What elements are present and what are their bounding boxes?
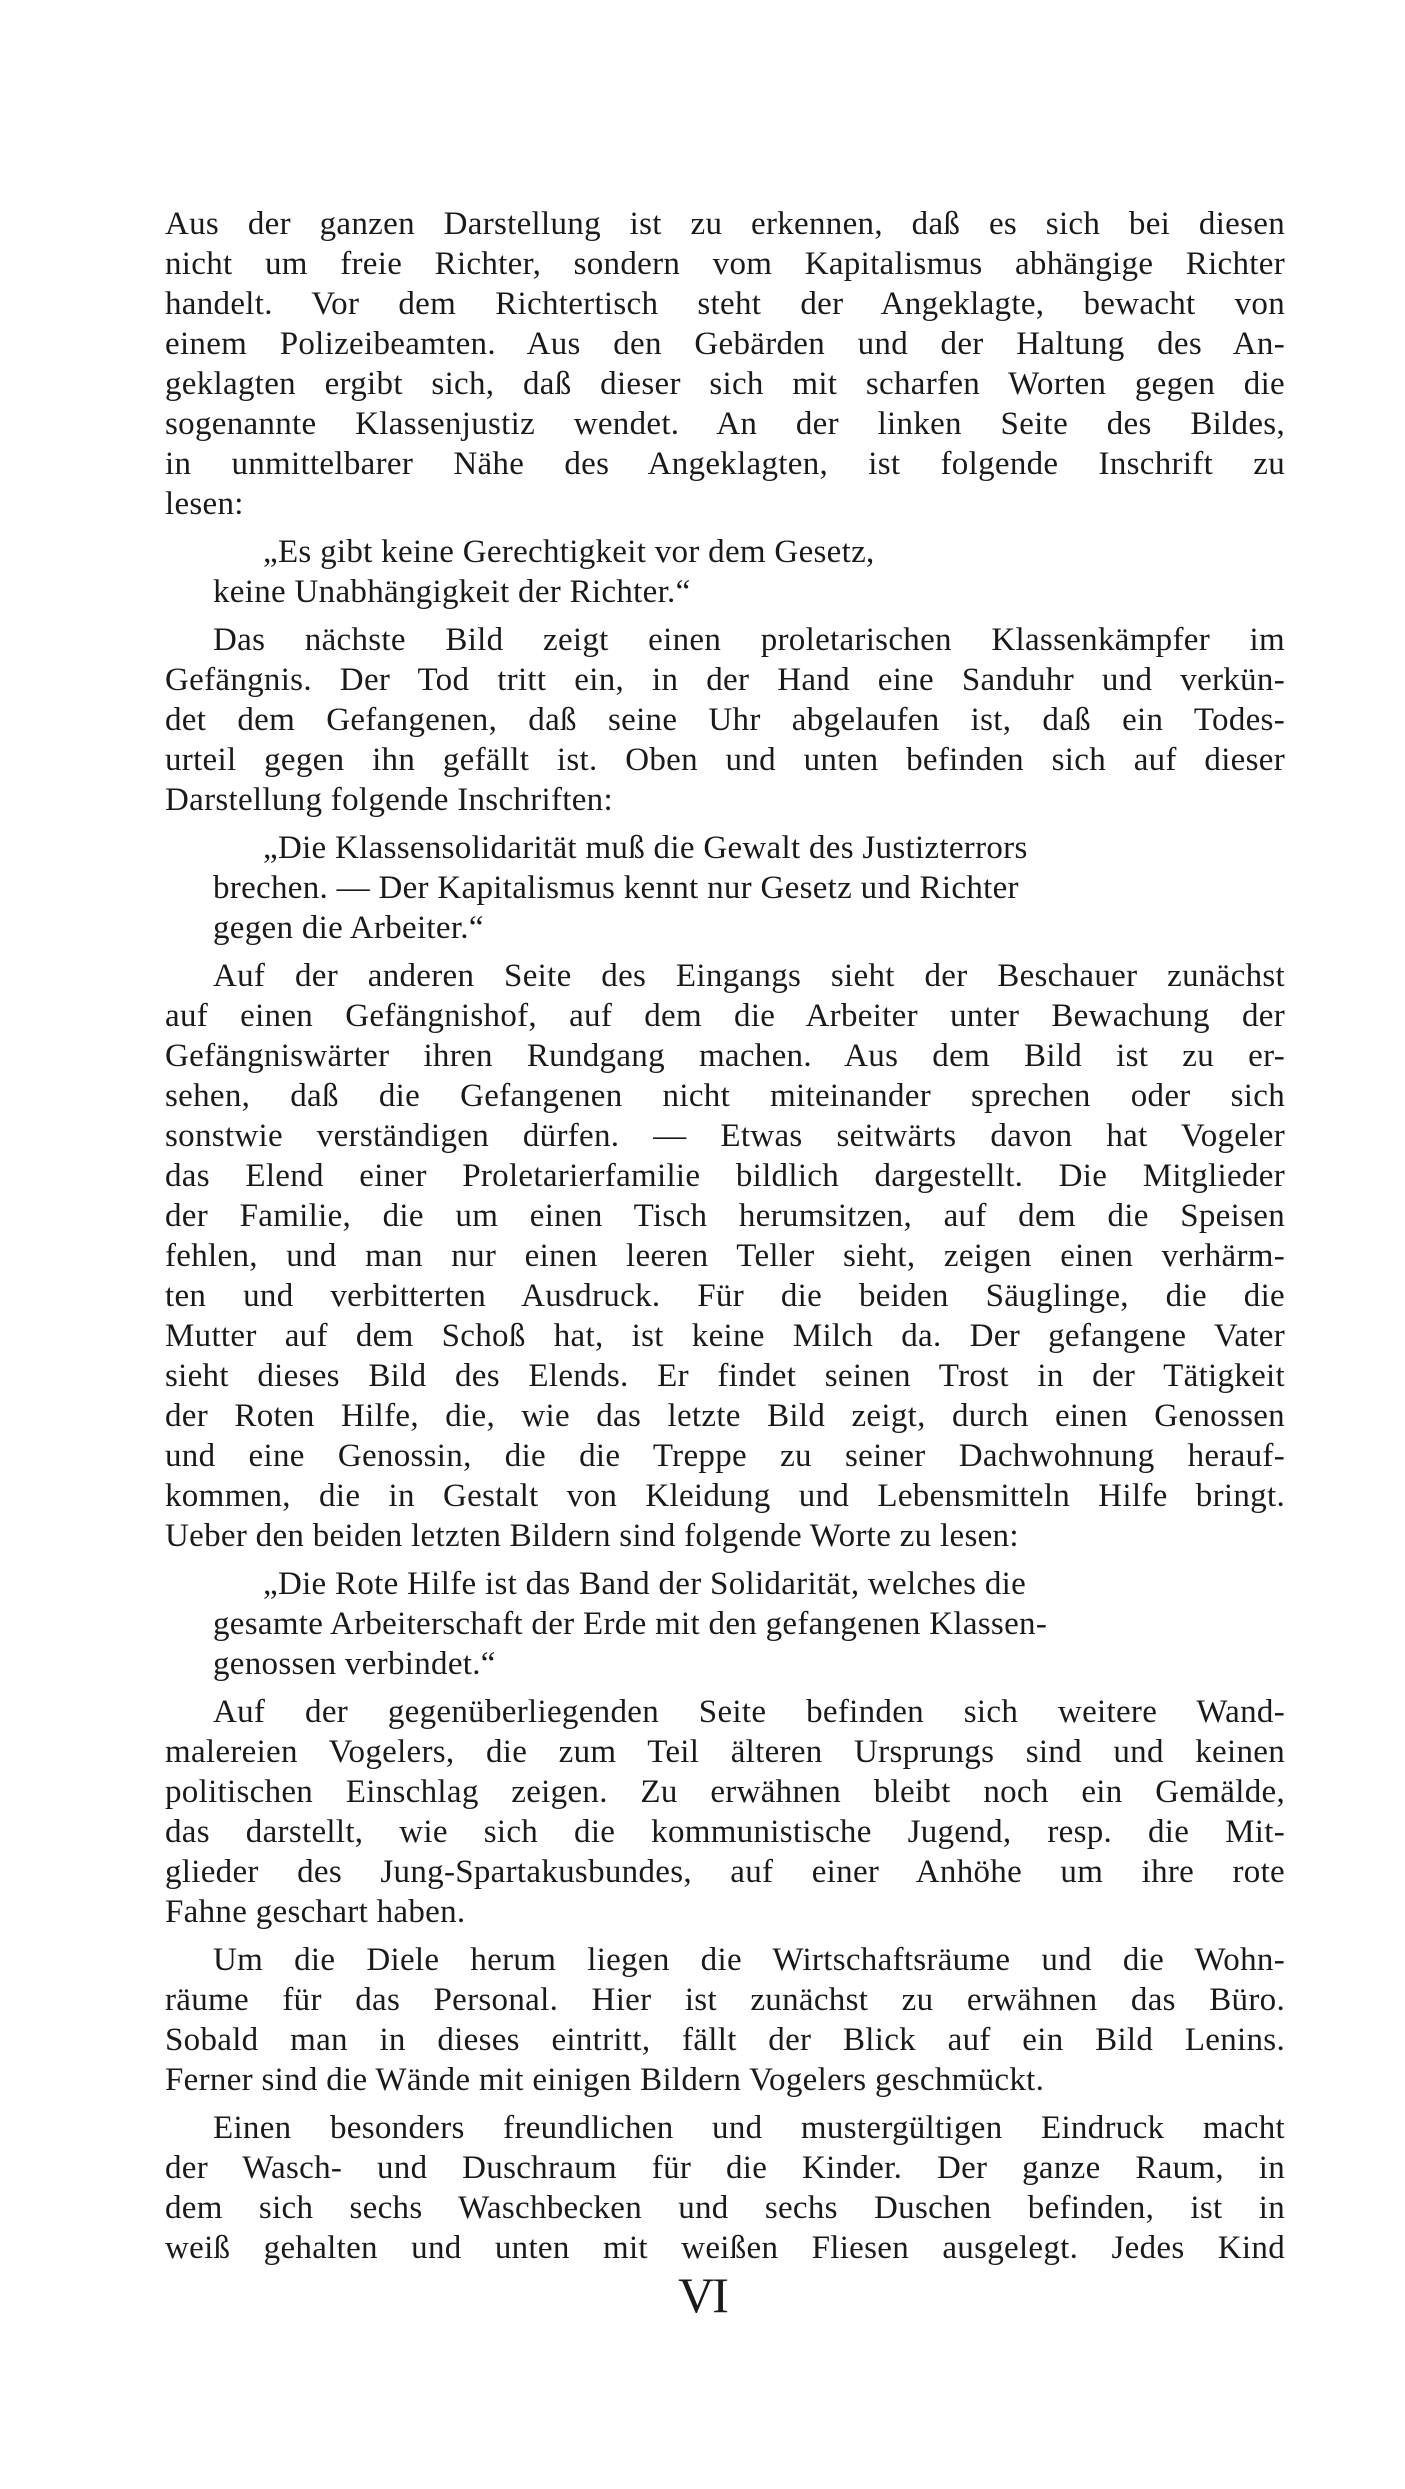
text-line: auf einen Gefängnishof, auf dem die Arbeiter unter Bewachung der [165,998,1285,1034]
text-line: der Wasch- und Duschraum für die Kinder. Der ganze Raum, in [165,2150,1285,2186]
quote-line: „Die Klassensolidarität muß die Gewalt des Justizterrors [263,830,1028,866]
text-line: der Familie, die um einen Tisch herumsitzen, auf dem die Speisen [165,1198,1285,1234]
text-line: und eine Genossin, die die Treppe zu seiner Dachwohnung herauf- [165,1438,1285,1474]
text-line: das Elend einer Proletarierfamilie bildlich dargestellt. Die Mitglieder [165,1158,1285,1194]
text-line: weiß gehalten und unten mit weißen Fliesen ausgelegt. Jedes Kind [165,2230,1285,2266]
text-line: Darstellung folgende Inschriften: [165,782,613,818]
text-line: glieder des Jung-Spartakusbundes, auf einer Anhöhe um ihre rote [165,1854,1285,1890]
block-quote [165,532,1285,612]
text-line: Ferner sind die Wände mit einigen Bildern Vogelers geschmückt. [165,2062,1045,2098]
paragraph-gap [165,1556,1285,1564]
text-line: Fahne geschart haben. [165,1894,466,1930]
text-line: det dem Gefangenen, daß seine Uhr abgelaufen ist, daß ein Todes- [165,702,1285,738]
paragraph [165,1692,1285,1932]
text-line: in unmittelbarer Nähe des Angeklagten, ist folgende Inschrift zu [165,446,1285,482]
quote-line: „Die Rote Hilfe ist das Band der Solidarität, welches die [263,1566,1027,1602]
text-line: politischen Einschlag zeigen. Zu erwähnen bleibt noch ein Gemälde, [165,1774,1285,1810]
text-line: sehen, daß die Gefangenen nicht miteinander sprechen oder sich [165,1078,1285,1114]
text-line: kommen, die in Gestalt von Kleidung und Lebensmitteln Hilfe bringt. [165,1478,1285,1514]
text-line: urteil gegen ihn gefällt ist. Oben und unten befinden sich auf dieser [165,742,1285,778]
text-line: sogenannte Klassenjustiz wendet. An der linken Seite des Bildes, [165,406,1285,442]
paragraph-gap [165,612,1285,620]
paragraph [165,1940,1285,2100]
paragraph-gap [165,524,1285,532]
block-quote [165,828,1285,948]
page-number: VI [678,2267,727,2323]
quote-line: genossen verbindet.“ [213,1646,496,1682]
paragraph-gap [165,820,1285,828]
page-body [165,204,1285,2268]
text-line: dem sich sechs Waschbecken und sechs Duschen befinden, ist in [165,2190,1285,2226]
quote-line: gegen die Arbeiter.“ [213,910,484,946]
text-line: der Roten Hilfe, die, wie das letzte Bild zeigt, durch einen Genossen [165,1398,1285,1434]
text-line: Das nächste Bild zeigt einen proletarischen Klassenkämpfer im [213,622,1285,658]
text-line: Gefängniswärter ihren Rundgang machen. Aus dem Bild ist zu er- [165,1038,1285,1074]
quote-line: gesamte Arbeiterschaft der Erde mit den gefangenen Klassen- [213,1606,1048,1642]
paragraph [165,204,1285,524]
text-line: ten und verbitterten Ausdruck. Für die beiden Säuglinge, die die [165,1278,1285,1314]
quote-line: brechen. — Der Kapitalismus kennt nur Gesetz und Richter [213,870,1019,906]
paragraph [165,2108,1285,2268]
text-line: Sobald man in dieses eintritt, fällt der Blick auf ein Bild Lenins. [165,2022,1285,2058]
text-line: Ueber den beiden letzten Bildern sind folgende Worte zu lesen: [165,1518,1019,1554]
text-line: Gefängnis. Der Tod tritt ein, in der Hand eine Sanduhr und verkün- [165,662,1285,698]
text-line: malereien Vogelers, die zum Teil älteren Ursprungs sind und keinen [165,1734,1285,1770]
text-line: Auf der anderen Seite des Eingangs sieht der Beschauer zunächst [213,958,1285,994]
text-line: einem Polizeibeamten. Aus den Gebärden und der Haltung des An- [165,326,1285,362]
quote-line: keine Unabhängigkeit der Richter.“ [213,574,691,610]
paragraph-gap [165,1684,1285,1692]
text-line: lesen: [165,486,244,522]
text-line: handelt. Vor dem Richtertisch steht der Angeklagte, bewacht von [165,286,1285,322]
text-line: fehlen, und man nur einen leeren Teller sieht, zeigen einen verhärm- [165,1238,1285,1274]
text-line: Um die Diele herum liegen die Wirtschaftsräume und die Wohn- [213,1942,1285,1978]
quote-line: „Es gibt keine Gerechtigkeit vor dem Gesetz, [263,534,875,570]
text-line: geklagten ergibt sich, daß dieser sich mit scharfen Worten gegen die [165,366,1285,402]
text-line: nicht um freie Richter, sondern vom Kapitalismus abhängige Richter [165,246,1285,282]
text-line: räume für das Personal. Hier ist zunächst zu erwähnen das Büro. [165,1982,1285,2018]
text-line: sonstwie verständigen dürfen. — Etwas seitwärts davon hat Vogeler [165,1118,1285,1154]
paragraph [165,620,1285,820]
text-line: sieht dieses Bild des Elends. Er findet seinen Trost in der Tätigkeit [165,1358,1285,1394]
paragraph-gap [165,2100,1285,2108]
text-line: das darstellt, wie sich die kommunistische Jugend, resp. die Mit- [165,1814,1285,1850]
paragraph-gap [165,948,1285,956]
text-line: Auf der gegenüberliegenden Seite befinden sich weitere Wand- [213,1694,1285,1730]
text-line: Mutter auf dem Schoß hat, ist keine Milch da. Der gefangene Vater [165,1318,1285,1354]
text-line: Einen besonders freundlichen und mustergültigen Eindruck macht [213,2110,1285,2146]
text-line: Aus der ganzen Darstellung ist zu erkennen, daß es sich bei diesen [165,206,1285,242]
paragraph [165,956,1285,1556]
block-quote [165,1564,1285,1684]
paragraph-gap [165,1932,1285,1940]
